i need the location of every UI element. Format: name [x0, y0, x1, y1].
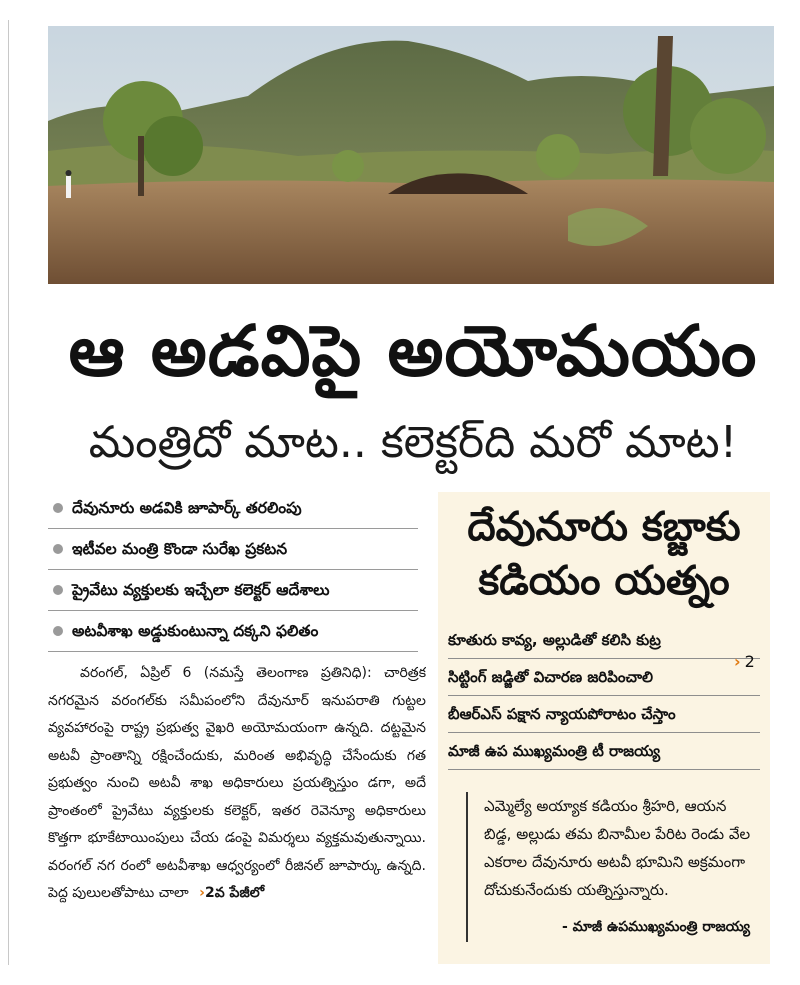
continued-link[interactable]: 2వ పేజీలో: [204, 885, 265, 901]
bullet-dot-icon: [53, 585, 63, 595]
forest-hill-photo: [48, 26, 774, 284]
subheadline: మంత్రిదో మాట.. కలెక్టర్‌ది మరో మాట!: [88, 417, 738, 468]
bullet-dot-icon: [53, 503, 63, 513]
sidebar-point: కూతురు కావ్య, అల్లుడితో కలిసి కుట్ర: [448, 622, 760, 659]
page-number: 2: [744, 652, 755, 671]
column-rule: [8, 20, 9, 965]
page-reference[interactable]: [734, 652, 755, 671]
sidebar-box: [438, 492, 770, 964]
highlight-item: ప్రైవేటు వ్యక్తులకు ఇచ్చేలా కలెక్టర్‌ ఆదేశాలు: [48, 570, 418, 611]
highlight-item: దేవునూరు అడవికి జూపార్క్‌ తరలింపు: [48, 488, 418, 529]
sidebar-point: బీఆర్‌ఎస్‌ పక్షాన న్యాయపోరాటం చేస్తాం: [448, 696, 760, 733]
bullet-dot-icon: [53, 626, 63, 636]
quote-author: - మాజీ ఉపముఖ్యమంత్రి రాజయ్య: [561, 919, 750, 935]
sidebar-point: మాజీ ఉప ముఖ్యమంత్రి టీ రాజయ్య: [448, 733, 760, 770]
article-text: వరంగల్‌, ఏప్రిల్‌ 6 (నమస్తే తెలంగాణ ప్రతినిధి): చారిత్రక నగరమైన వరంగల్‌కు సమీపంలోని దేవునూర్‌ ఇనుపరాతి గుట్టల వ్యవహారంపై రాష్ట్ర ప్రభుత్వ వైఖరి అయోమయంగా ఉన్నది. దట్టమైన అటవీ ప్రాంతాన్ని రక్షించేందుకు, మరింత అభివృద్ధి చేసేందుకు గత ప్రభుత్వం నుంచి అటవీ శాఖ అధికారులు ప్రయత్నిస్తుం డగా, అదే ప్రాంతంలో ప్రైవేటు వ్యక్తులకు కలెక్టర్‌, ఇతర రెవెన్యూ అధికారులు కొత్తగా భూకేటాయింపులు చేయ డంపై విమర్శలు వ్యక్తమవుతున్నాయి. వరంగల్‌ నగ రంలో అటవీశాఖ ఆధ్వర్యంలో రీజినల్‌ జూపార్కు ఉన్నది. పెద్ద పులులతోపాటు చాలా: [48, 665, 426, 901]
bullet-dot-icon: [53, 544, 63, 554]
quote-text: ఎమ్మెల్యే అయ్యాక కడియం శ్రీహరి, ఆయన బిడ్డ, అల్లుడు తమ బినామీల పేరిట రెండు వేల ఎకరాల దేవునూరు అటవీ భూమిని అక్రమంగా దోచుకునేందుకు యత్నిస్తున్నారు.: [484, 797, 751, 899]
continued-arrow-icon: ›: [199, 885, 205, 901]
highlight-item: అటవీశాఖ అడ్డుకుంటున్నా దక్కని ఫలితం: [48, 611, 418, 652]
highlights-list: [48, 488, 418, 652]
sidebar-points: [448, 622, 760, 770]
highlight-item: ఇటీవల మంత్రి కొండా సురేఖ ప్రకటన: [48, 529, 418, 570]
chevron-right-icon: ›: [734, 652, 741, 671]
headline: ఆ అడవిపై అయోమయం: [68, 310, 758, 392]
sidebar-point: సిట్టింగ్‌ జడ్జితో విచారణ జరిపించాలి: [448, 659, 760, 696]
quote-box: [466, 792, 756, 942]
sidebar-title: దేవునూరు కబ్జాకు కడియం యత్నం: [467, 504, 741, 604]
article-body: [48, 660, 426, 950]
